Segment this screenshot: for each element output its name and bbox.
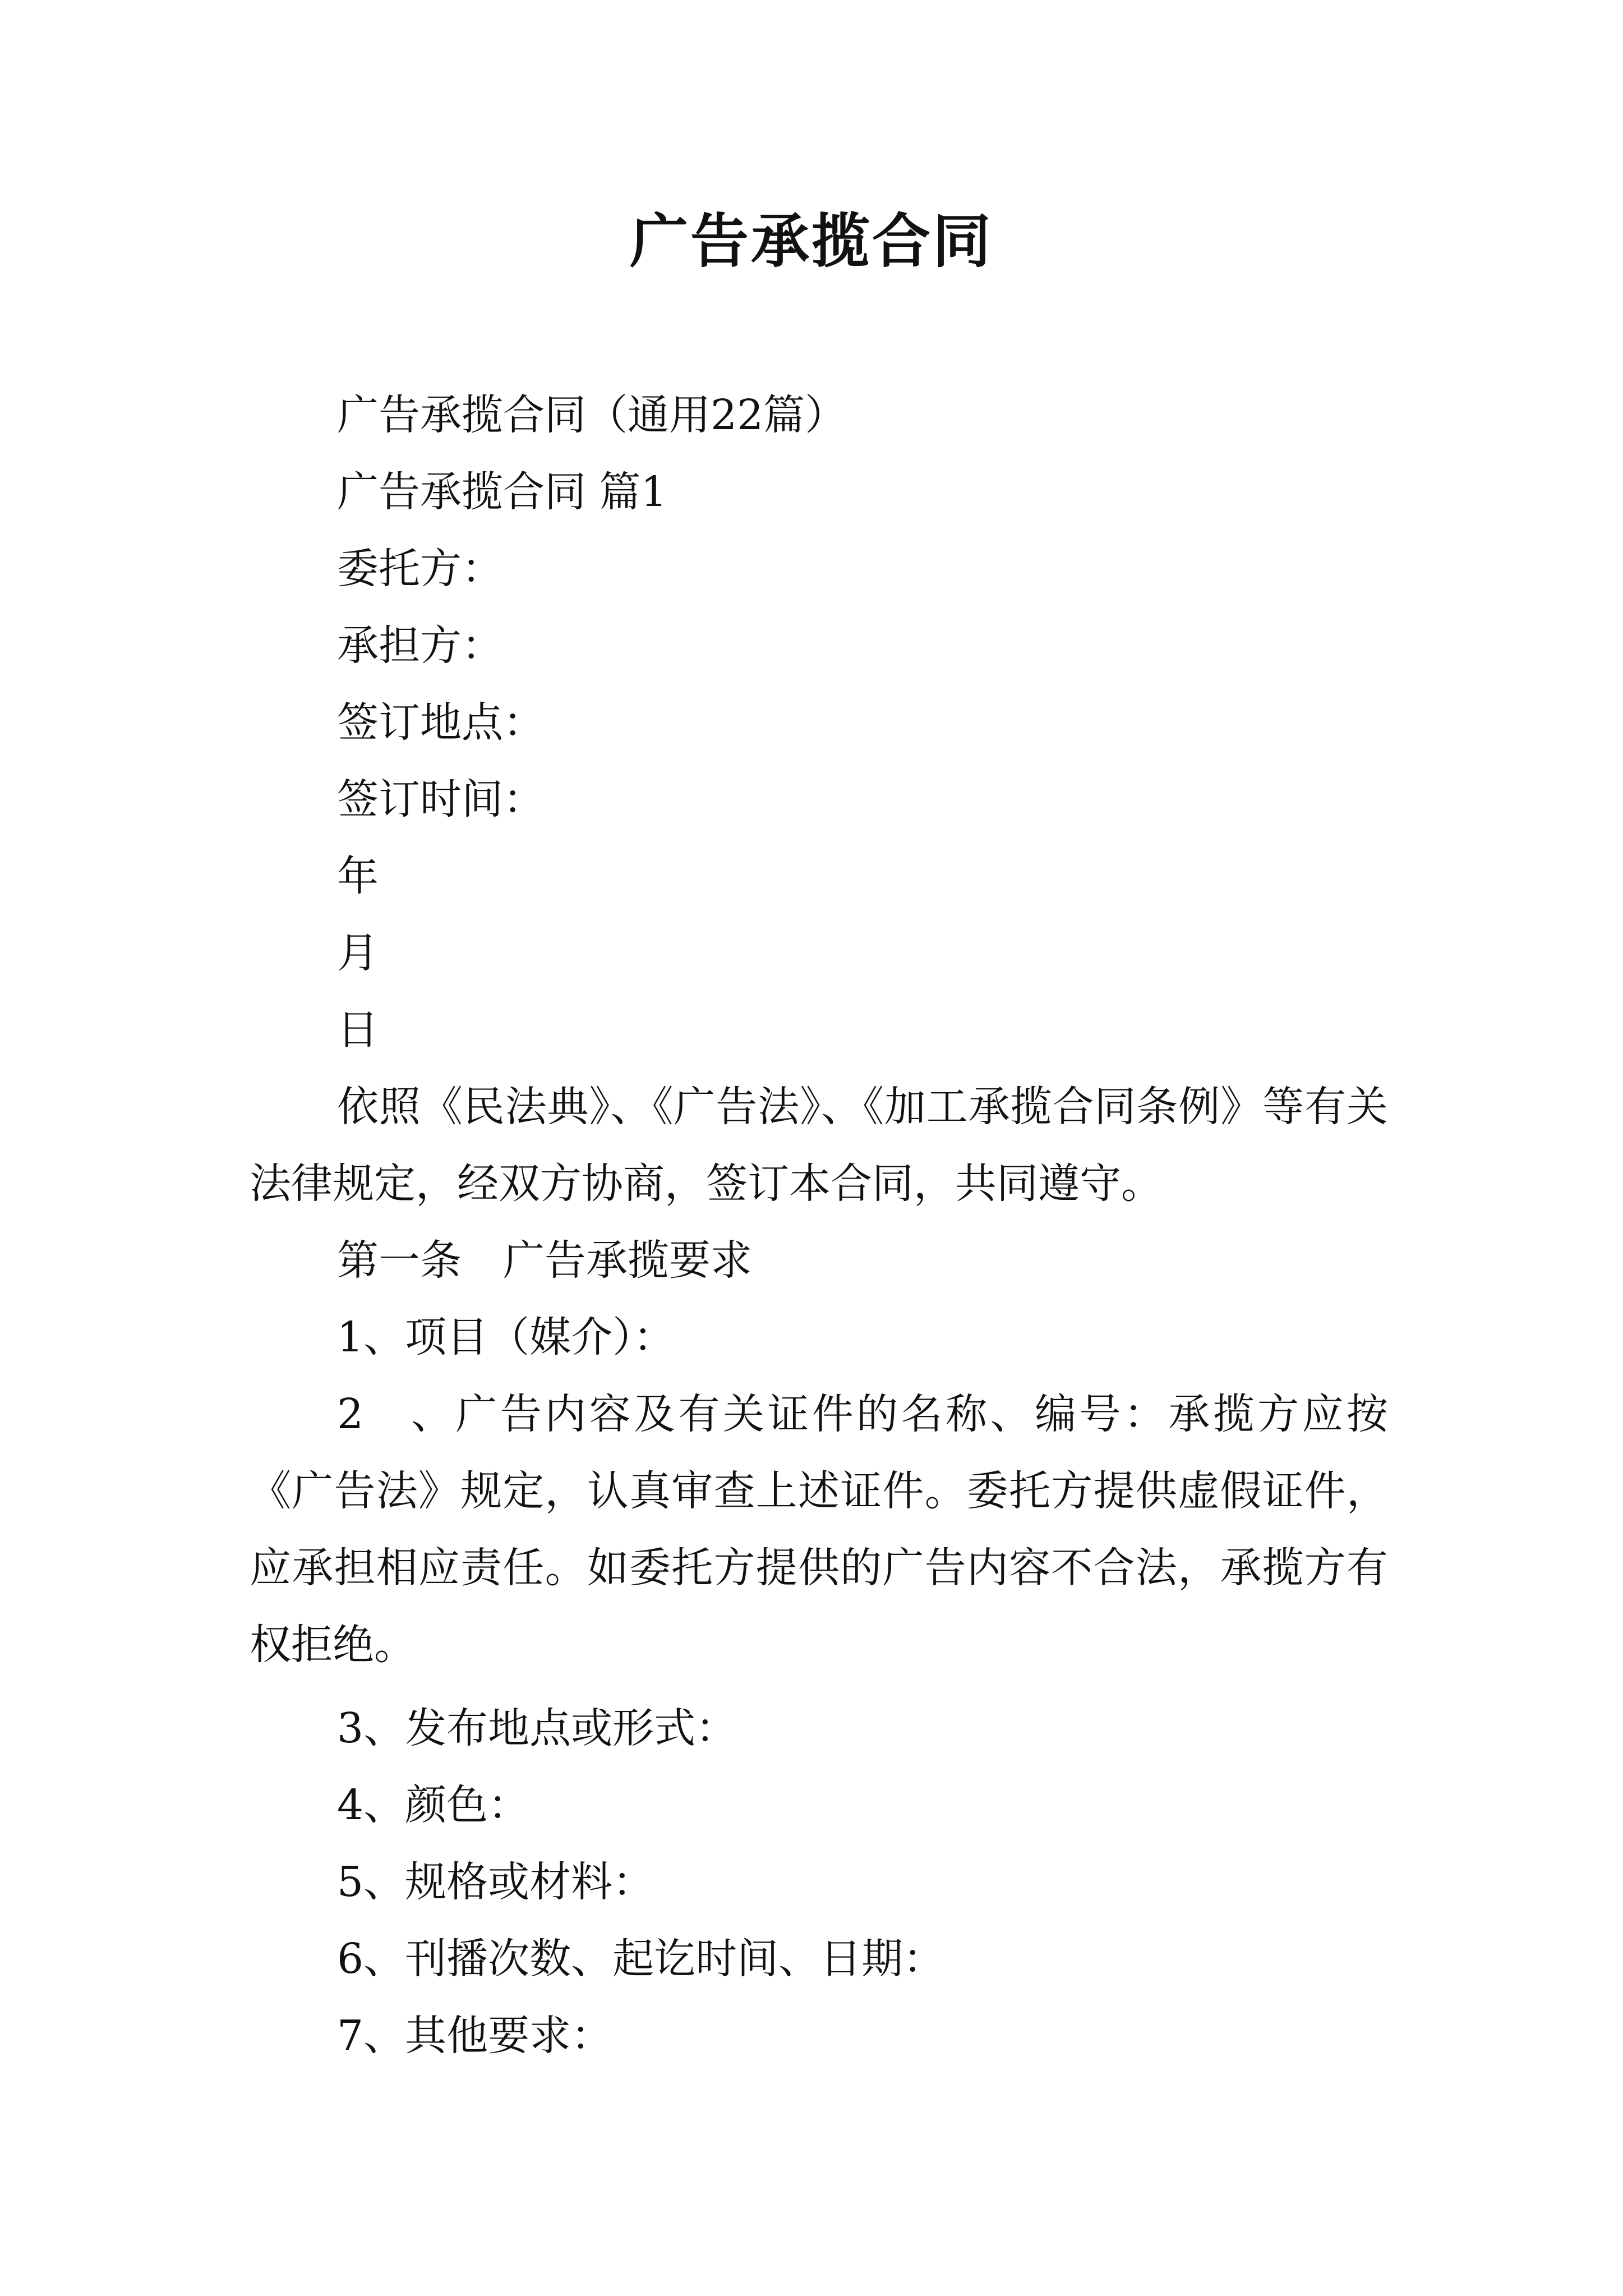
paragraph-section-heading: 广告承揽合同 篇1 bbox=[337, 468, 667, 516]
paragraph-item-4: 4、颜色： bbox=[337, 1781, 530, 1829]
paragraph-signing-place: 签订地点： bbox=[337, 698, 545, 747]
paragraph-spacer bbox=[250, 1683, 1388, 1690]
paragraph-item-7: 7、其他要求： bbox=[337, 2012, 613, 2060]
paragraph-item-3: 3、发布地点或形式： bbox=[337, 1704, 737, 1752]
paragraph-item-5: 5、规格或材料： bbox=[337, 1858, 654, 1906]
paragraph-client: 委托方： bbox=[337, 545, 503, 593]
paragraph-legal-basis: 依照《民法典》、《广告法》、《加工承揽合同条例》等有关法律规定，经双方协商，签订本合同，共同遵守。 bbox=[250, 1083, 1388, 1208]
paragraph-item-2: 2 、广告内容及有关证件的名称、编号：承揽方应按《广告法》规定，认真审查上述证件。委托方提供虚假证件，应承担相应责任。如委托方提供的广告内容不合法，承揽方有权拒绝。 bbox=[250, 1390, 1388, 1669]
document-body bbox=[250, 377, 1388, 2074]
paragraph-collection-title: 广告承揽合同（通用22篇） bbox=[337, 391, 847, 439]
paragraph-signing-time: 签订时间： bbox=[337, 775, 545, 823]
paragraph-month: 月 bbox=[337, 929, 379, 977]
paragraph-contractor: 承担方： bbox=[337, 622, 503, 670]
paragraph-year: 年 bbox=[337, 852, 379, 900]
document-title: 广告承揽合同 bbox=[629, 206, 993, 275]
paragraph-article-1: 第一条 广告承揽要求 bbox=[337, 1236, 752, 1285]
paragraph-day: 日 bbox=[337, 1006, 379, 1054]
paragraph-item-6: 6、刊播次数、起讫时间、日期： bbox=[337, 1935, 945, 1983]
paragraph-item-1: 1、项目（媒介）： bbox=[337, 1313, 675, 1361]
